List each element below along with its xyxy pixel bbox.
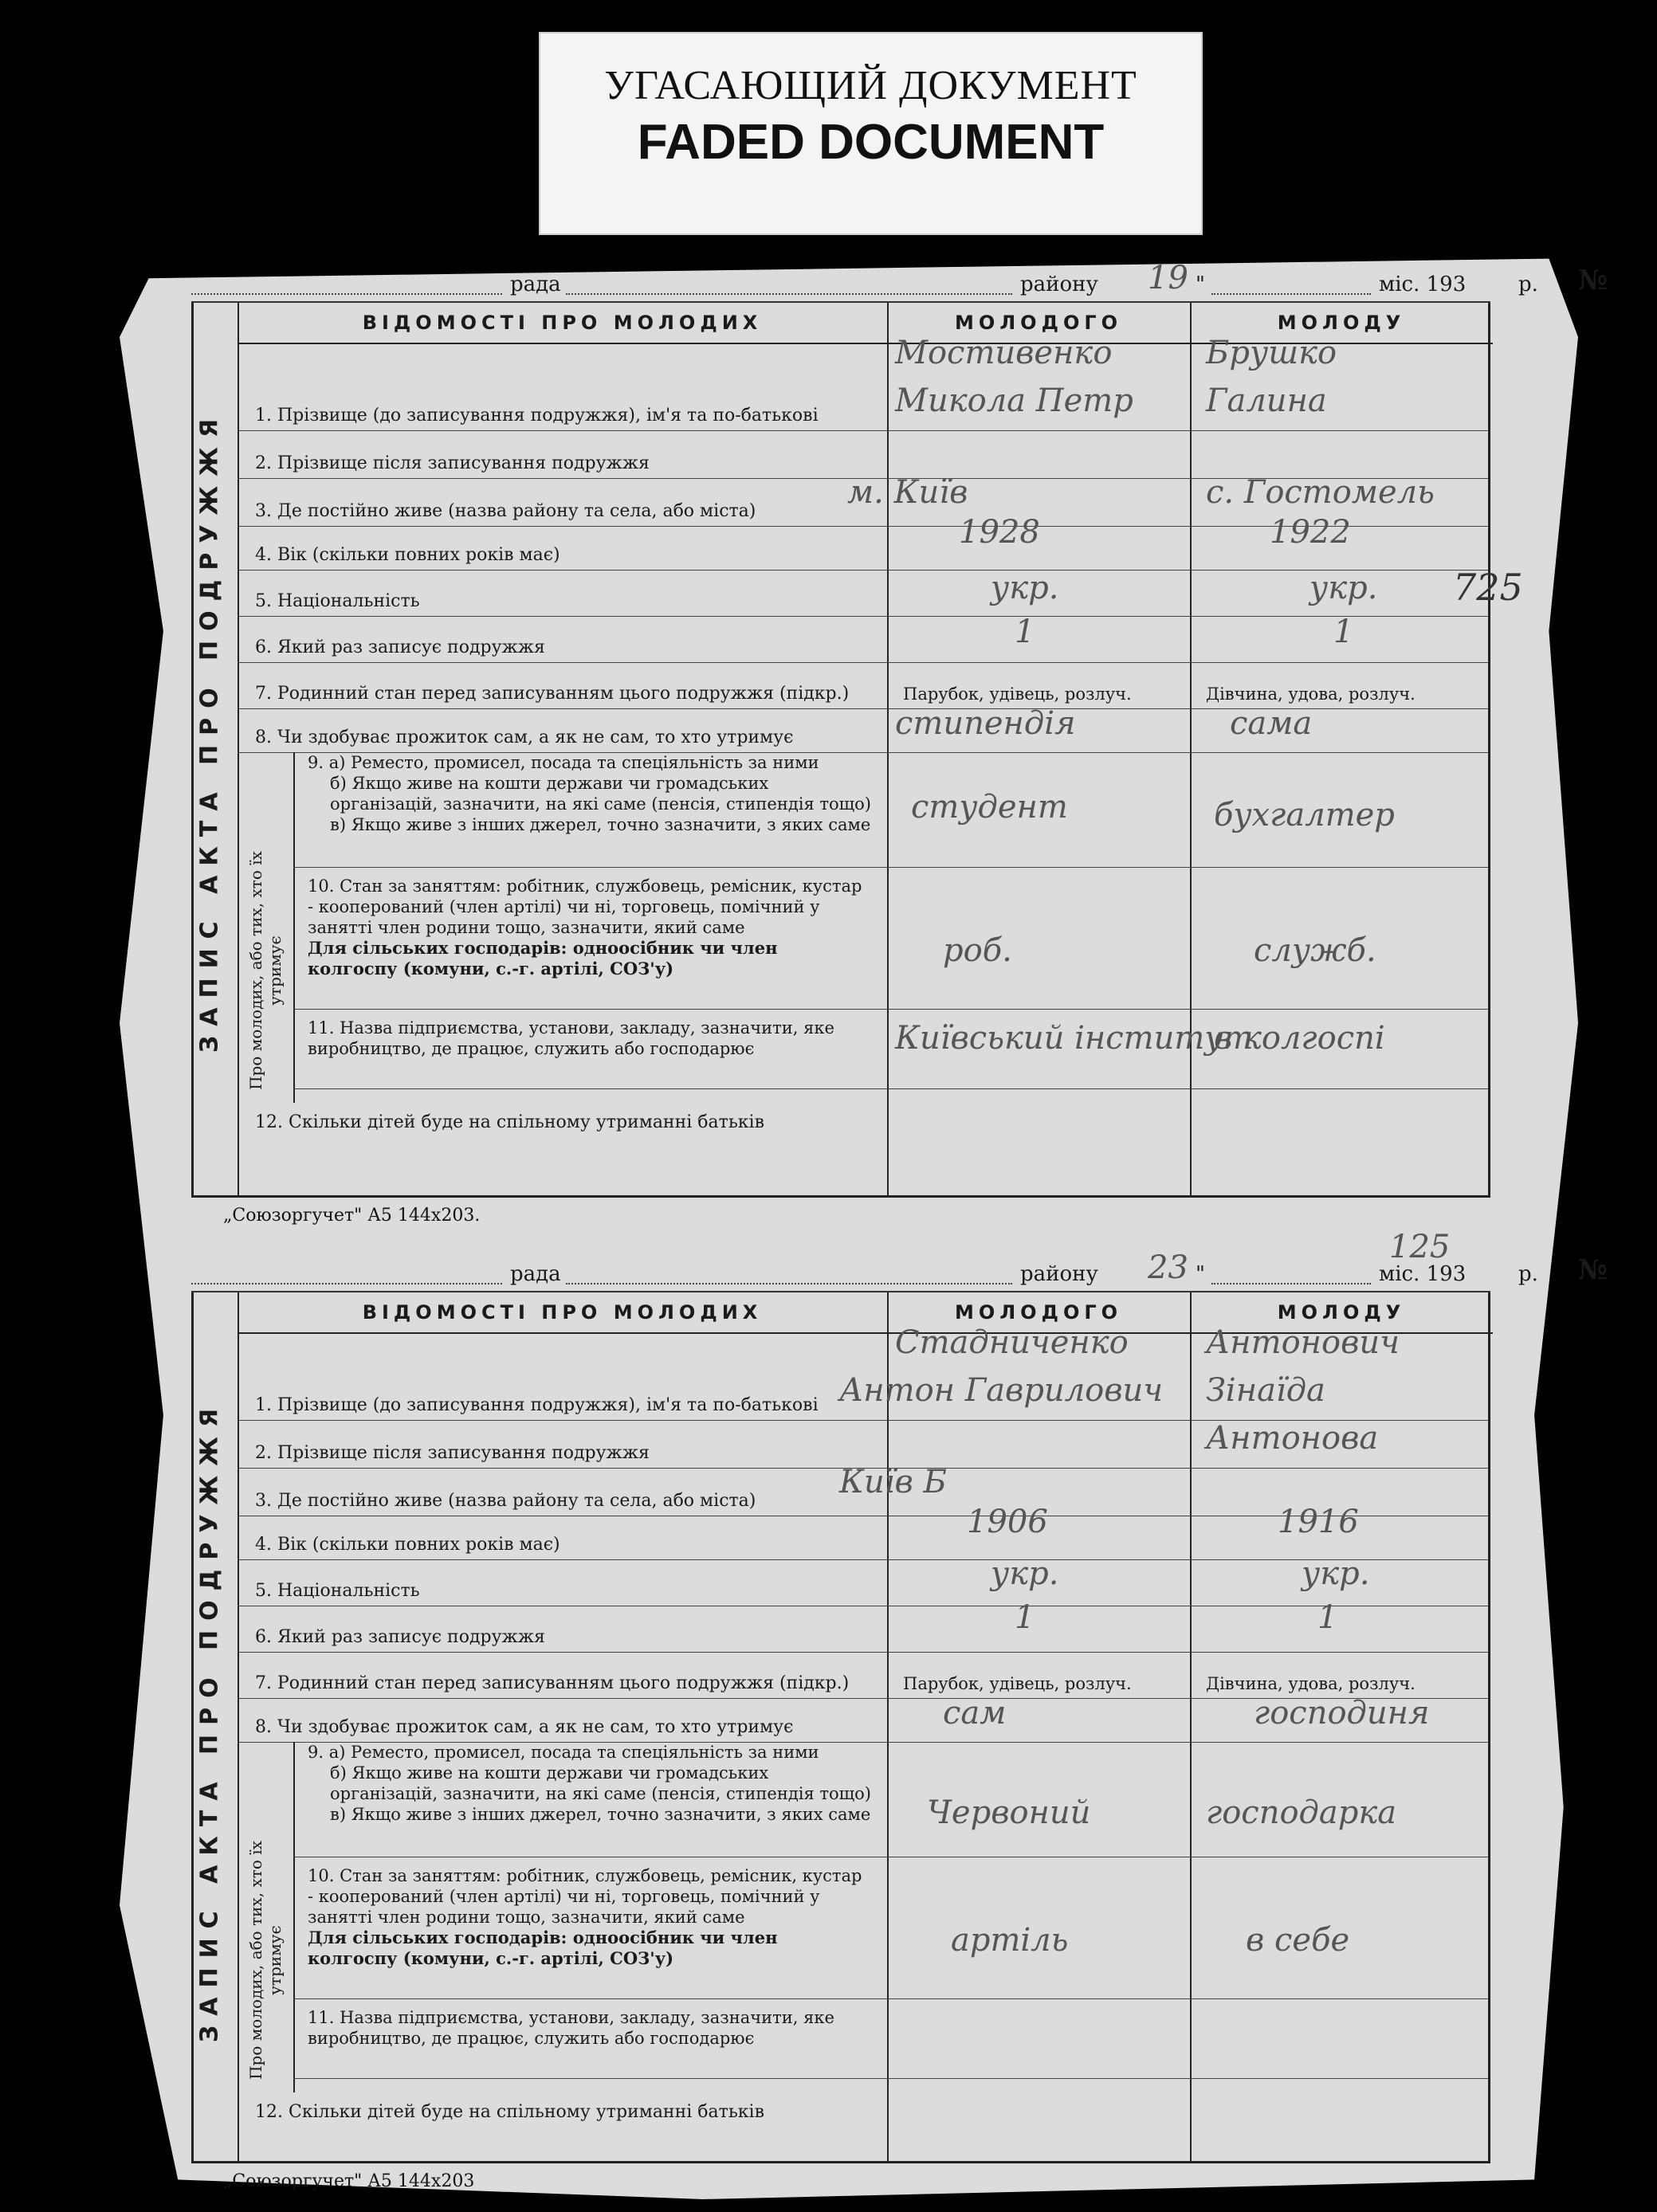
date-hand: 23 [1148, 1249, 1188, 1286]
col-bride: МОЛОДУ [1190, 303, 1493, 344]
groom-times: 1 [1015, 1599, 1035, 1636]
raion-label: району [1020, 273, 1098, 296]
groom-name: Антон Гаврилович [839, 1372, 1164, 1409]
label-english: FADED DOCUMENT [637, 115, 1105, 170]
row-10a: 10. Стан за заняттям: робітник, службовець, ремісник, кустар - кооперований (член артілі) чи ні, торговець, помічний у занятті член родини тощо, зазначити, який саме [308, 1866, 862, 1927]
number-label: № [1578, 265, 1608, 296]
form-table [191, 303, 1523, 1198]
groom-surname: Мостивенко [895, 335, 1113, 371]
row-3: 3. Де постійно живе (назва району та села, або міста) [238, 1468, 1488, 1516]
row-2: 2. Прізвище після записування подружжя [238, 430, 1488, 479]
groom-surname: Стадниченко [895, 1324, 1129, 1361]
bride-surname: Брушко [1206, 335, 1337, 371]
form-footer: „Союзоргучет" А5 144х203. [223, 1206, 481, 1226]
bride-residence: с. Гостомель [1206, 474, 1435, 511]
row-9c: в) Якщо живе з інших джерел, точно зазначити, з яких саме [330, 1805, 871, 1824]
groom-name: Микола Петр [895, 382, 1133, 419]
row-6: 6. Який раз записує подружжя [238, 616, 1488, 663]
row-1: 1. Прізвище (до записування подружжя), ім'я та по-батькові [238, 343, 1488, 431]
rada-label: рада [510, 1262, 561, 1286]
groom-residence: м. Київ [847, 474, 968, 511]
record-number: 725 [1453, 566, 1523, 609]
year-suffix: р. [1518, 1262, 1538, 1286]
year-suffix: р. [1518, 273, 1538, 296]
row-5: 5. Національність [238, 570, 1488, 617]
bride-birth-year: 1922 [1270, 514, 1351, 551]
bride-nationality: укр. [1310, 570, 1378, 606]
sub-side-title: Про молодих, або тих, хто їх утримує [238, 1742, 295, 2092]
row-11: 11. Назва підприємства, установи, закладу, зазначити, яке виробництво, де працює, служить або господарює [293, 1999, 1488, 2079]
rada-label: рада [510, 273, 561, 296]
bride-status: в себе [1246, 1922, 1350, 1959]
form-header: рада району 23 " міс. 193 р. № [191, 1243, 1490, 1292]
row-3: 3. Де постійно живе (назва району та села, або міста) [238, 478, 1488, 527]
row-9b: б) Якщо живе на кошти держави чи громадських організацій, зазначити, на які саме (пенсія, стипендія тощо) [330, 774, 872, 814]
bride-birth-year: 1916 [1278, 1504, 1359, 1540]
sub-side-title: Про молодих, або тих, хто їх утримує [238, 752, 295, 1103]
row-9a: 9. а) Реместо, промисел, посада та спеціяльність за ними [308, 753, 819, 772]
record-number: 125 [1389, 1229, 1451, 1265]
col-groom: МОЛОДОГО [887, 1292, 1190, 1334]
row-10b: Для сільських господарів: одноосібник чи член колгоспу (комуни, с.-г. артілі, СОЗ'у) [308, 1928, 778, 1968]
row-10b: Для сільських господарів: одноосібник чи член колгоспу (комуни, с.-г. артілі, СОЗ'у) [308, 938, 778, 979]
side-title: ЗАПИС АКТА ПРО ПОДРУЖЖЯ [194, 303, 239, 1195]
bride-occupation: бухгалтер [1214, 797, 1395, 833]
month-label: міс. 193 [1379, 273, 1467, 296]
bride-times: 1 [1333, 614, 1354, 650]
status-bride: Дівчина, удова, розлуч. [1206, 684, 1416, 704]
row-12: 12. Скільки дітей буде на спільному утриманні батьків [255, 1112, 764, 1132]
row-9a: 9. а) Реместо, промисел, посада та спеціяльність за ними [308, 1743, 819, 1762]
groom-status: артіль [951, 1922, 1069, 1959]
label-russian: УГАСАЮЩИЙ ДОКУМЕНТ [604, 63, 1137, 108]
groom-workplace: Київський інститут [895, 1020, 1254, 1057]
marriage-form-1 [191, 253, 1608, 1226]
row-8: 8. Чи здобуває прожиток сам, а як не сам, то хто утримує [238, 1698, 1488, 1743]
groom-support: стипендія [895, 705, 1076, 742]
faded-document-label [539, 32, 1203, 235]
row-11: 11. Назва підприємства, установи, закладу, зазначити, яке виробництво, де працює, служить або господарює [293, 1010, 1488, 1089]
bride-workplace: в колгоспі [1214, 1020, 1385, 1057]
status-groom: Парубок, удівець, розлуч. [903, 1674, 1132, 1693]
raion-label: району [1020, 1262, 1098, 1286]
groom-nationality: укр. [991, 1555, 1059, 1592]
row-10a: 10. Стан за заняттям: робітник, службовець, ремісник, кустар - кооперований (член артілі) чи ні, торговець, помічний у занятті член родини тощо, зазначити, який саме [308, 877, 862, 937]
row-2: 2. Прізвище після записування подружжя [238, 1420, 1488, 1469]
row-5: 5. Національність [238, 1559, 1488, 1606]
row-8: 8. Чи здобуває прожиток сам, а як не сам, то хто утримує [238, 708, 1488, 753]
col-bride: МОЛОДУ [1190, 1292, 1493, 1334]
groom-residence: Київ Б [839, 1464, 947, 1500]
bride-name: Галина [1206, 382, 1327, 419]
row-9c: в) Якщо живе з інших джерел, точно зазначити, з яких саме [330, 815, 871, 834]
row-1: 1. Прізвище (до записування подружжя), ім'я та по-батькові [238, 1332, 1488, 1421]
groom-birth-year: 1906 [967, 1504, 1048, 1540]
marriage-form-2 [191, 1229, 1608, 2191]
bride-occupation: господарка [1206, 1794, 1397, 1831]
groom-nationality: укр. [991, 570, 1059, 606]
bride-support: господиня [1254, 1695, 1430, 1732]
groom-occupation: Червоний [927, 1794, 1091, 1831]
bride-nationality: укр. [1302, 1555, 1370, 1592]
groom-times: 1 [1015, 614, 1035, 650]
row-7: 7. Родинний стан перед записуванням цього подружжя (підкр.) Парубок, удівець, розлуч. Дівчина, удова, розлуч. [238, 1652, 1488, 1699]
row-7: 7. Родинний стан перед записуванням цього подружжя (підкр.) Парубок, удівець, розлуч. Дівчина, удова, розлуч. [238, 662, 1488, 709]
row-6: 6. Який раз записує подружжя [238, 1606, 1488, 1653]
bride-residence: Антонова [1206, 1420, 1379, 1457]
month-label: міс. 193 [1379, 1262, 1467, 1286]
form-footer: „Союзоргучет" А5 144х203 [223, 2171, 475, 2191]
status-bride: Дівчина, удова, розлуч. [1206, 1674, 1416, 1693]
status-groom: Парубок, удівець, розлуч. [903, 684, 1132, 704]
bride-support: сама [1230, 705, 1313, 742]
bride-status: служб. [1254, 932, 1376, 969]
row-12: 12. Скільки дітей буде на спільному утриманні батьків [255, 2102, 764, 2122]
side-title: ЗАПИС АКТА ПРО ПОДРУЖЖЯ [194, 1292, 239, 2161]
col-info: ВІДОМОСТІ ПРО МОЛОДИХ [238, 1292, 887, 1334]
col-info: ВІДОМОСТІ ПРО МОЛОДИХ [238, 303, 887, 344]
bride-name: Зінаїда [1206, 1372, 1325, 1409]
form-header: рада району 19 " міс. 193 р. № [191, 253, 1490, 303]
groom-birth-year: 1928 [959, 514, 1040, 551]
bride-surname: Антонович [1206, 1324, 1400, 1361]
col-groom: МОЛОДОГО [887, 303, 1190, 344]
groom-occupation: студент [911, 789, 1068, 826]
number-label: № [1578, 1254, 1608, 1286]
groom-support: сам [943, 1695, 1007, 1732]
row-4: 4. Вік (скільки повних років має) [238, 526, 1488, 571]
row-9b: б) Якщо живе на кошти держави чи громадських організацій, зазначити, на які саме (пенсія, стипендія тощо) [330, 1763, 872, 1803]
row-4: 4. Вік (скільки повних років має) [238, 1516, 1488, 1560]
bride-times: 1 [1317, 1599, 1338, 1636]
date-hand: 19 [1148, 260, 1188, 296]
groom-status: роб. [943, 932, 1012, 969]
